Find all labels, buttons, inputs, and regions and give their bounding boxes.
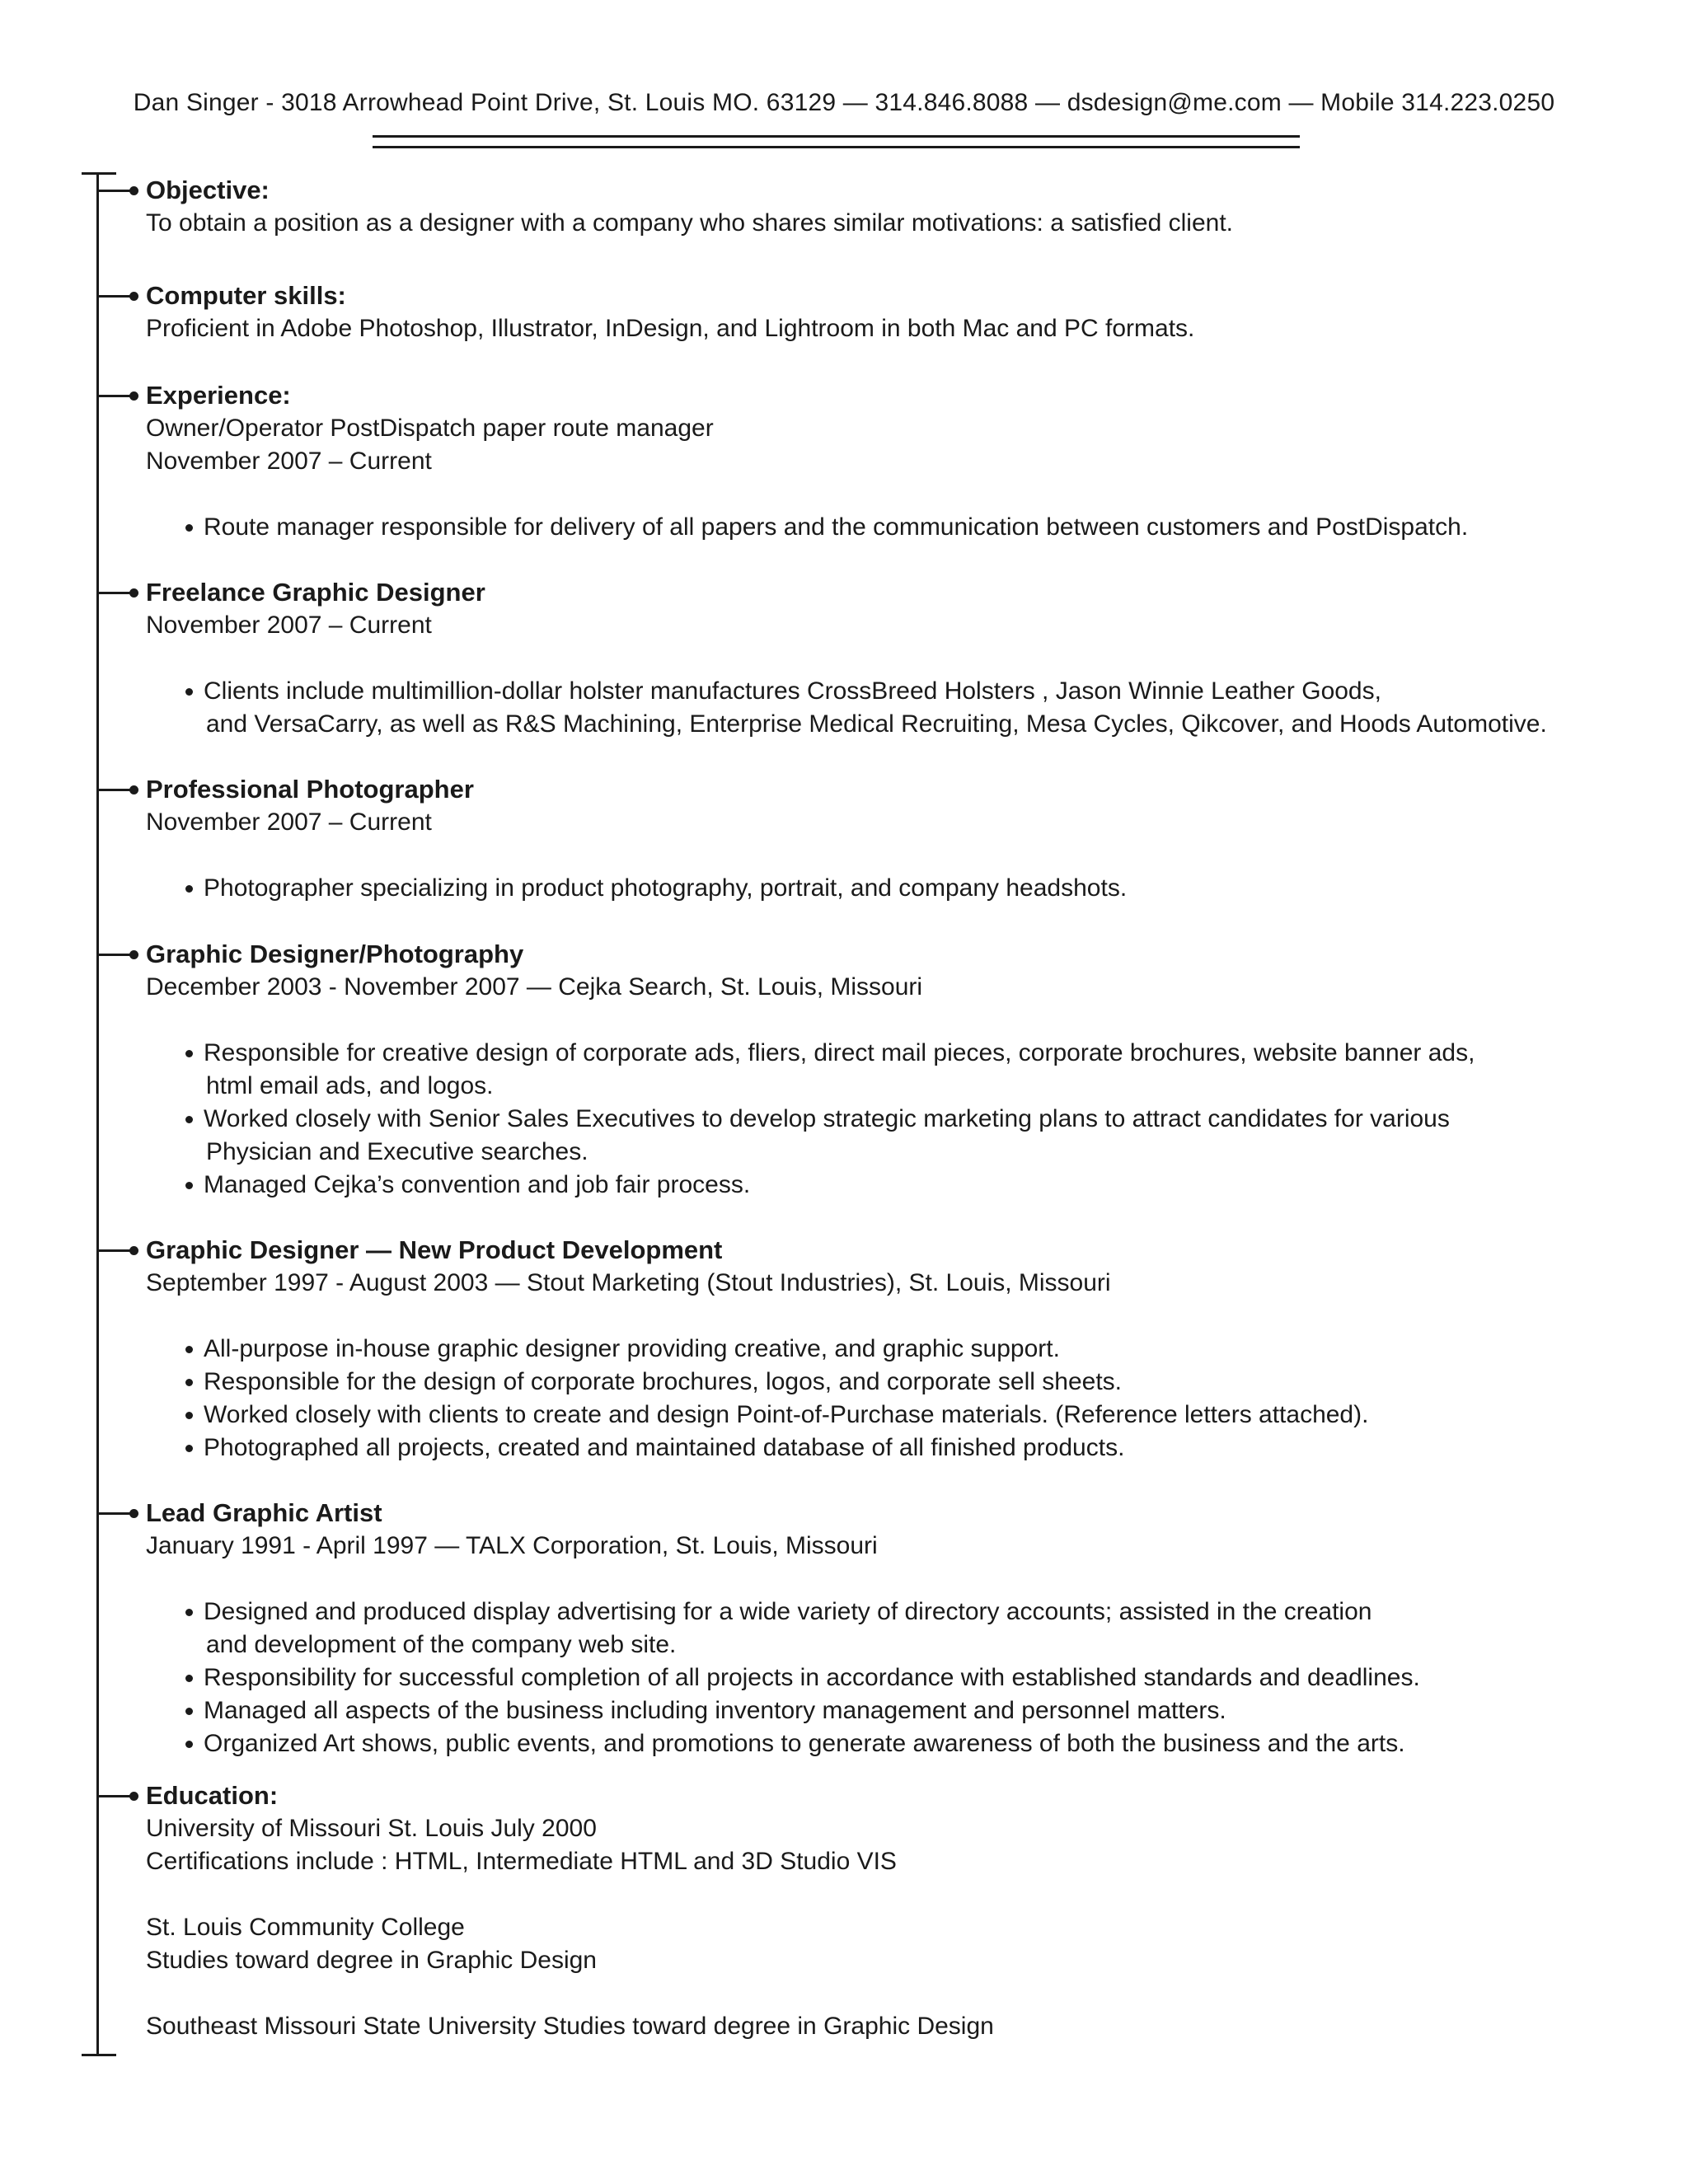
education-stlcc-study: Studies toward degree in Graphic Design (146, 1947, 597, 1974)
bullet-item (146, 1727, 1646, 1760)
job-dates: November 2007 – Current (146, 612, 432, 639)
education-umsl: University of Missouri St. Louis July 2000 (146, 1815, 597, 1842)
bullet-item (146, 1432, 1646, 1465)
bullet-item (146, 1694, 1646, 1727)
job-dates: December 2003 - November 2007 — Cejka Search, St. Louis, Missouri (146, 973, 923, 1001)
bullet-item (146, 511, 1646, 544)
bullet-item (146, 1661, 1646, 1694)
bullet-dot (185, 1412, 193, 1419)
bullet-text-continued: and development of the company web site. (206, 1631, 677, 1658)
bullet-dot (185, 1116, 193, 1123)
bullet-text-continued: and VersaCarry, as well as R&S Machining, Enterprise Medical Recruiting, Mesa Cycles, Qikcover, and Hoods Automotive. (206, 710, 1547, 738)
bullet-item (146, 872, 1646, 905)
section-title: Computer skills: (146, 281, 346, 310)
objective-section (146, 174, 1646, 240)
timeline-tick (99, 1512, 134, 1515)
timeline-dot (129, 950, 138, 959)
timeline-dot (129, 391, 138, 401)
timeline-tick (99, 190, 134, 192)
education-stlcc: St. Louis Community College (146, 1914, 465, 1941)
timeline-tick (99, 954, 134, 956)
timeline-dot (129, 1246, 138, 1255)
bullet-dot (185, 885, 193, 893)
bullet-dot (185, 1182, 193, 1189)
bullet-dot (185, 1708, 193, 1715)
bullet-text: Organized Art shows, public events, and promotions to generate awareness of both the business and the arts. (204, 1730, 1405, 1757)
bullet-text: Responsible for the design of corporate brochures, logos, and corporate sell sheets. (204, 1368, 1122, 1395)
timeline-dot (129, 1509, 138, 1518)
bullet-dot (185, 688, 193, 696)
timeline-line (96, 172, 99, 2056)
bullet-text: Clients include multimillion-dollar holster manufactures CrossBreed Holsters , Jason Winnie Leather Goods, (204, 677, 1381, 705)
bullet-text-continued: html email ads, and logos. (206, 1072, 494, 1099)
bullet-item (146, 675, 1646, 741)
bullet-dot (185, 1675, 193, 1682)
header-rule-top (373, 135, 1300, 138)
timeline-dot (129, 1792, 138, 1801)
bullet-item (146, 1103, 1646, 1169)
bullet-list (146, 1333, 1646, 1465)
experience-section (146, 379, 1646, 544)
section-title: Experience: (146, 381, 291, 410)
education-semo: Southeast Missouri State University Studies toward degree in Graphic Design (146, 2013, 994, 2040)
cejka-section (146, 938, 1646, 1202)
timeline-dot (129, 186, 138, 195)
timeline-tick (99, 295, 134, 298)
photographer-section (146, 773, 1646, 905)
timeline-cap-bottom (82, 2054, 116, 2056)
job-title: Graphic Designer/Photography (146, 940, 524, 968)
bullet-text: Worked closely with clients to create and design Point-of-Purchase materials. (Reference letters attached). (204, 1401, 1369, 1428)
bullet-item (146, 1333, 1646, 1366)
contact-line: Dan Singer - 3018 Arrowhead Point Drive, St. Louis MO. 63129 — 314.846.8088 — dsdesign@me.com — Mobile 314.223.0250 (133, 89, 1555, 116)
skills-section (146, 279, 1646, 345)
bullet-item (146, 1399, 1646, 1432)
bullet-text: Route manager responsible for delivery of all papers and the communication between customers and PostDispatch. (204, 513, 1469, 541)
timeline-tick (99, 395, 134, 397)
skills-text: Proficient in Adobe Photoshop, Illustrator, InDesign, and Lightroom in both Mac and PC formats. (146, 315, 1195, 342)
job-title: Freelance Graphic Designer (146, 578, 485, 607)
job-title: Professional Photographer (146, 775, 474, 804)
timeline-dot (129, 292, 138, 301)
bullet-text: Designed and produced display advertising for a wide variety of directory accounts; assisted in the creation (204, 1598, 1372, 1625)
bullet-text: Responsibility for successful completion of all projects in accordance with established standards and deadlines. (204, 1664, 1420, 1691)
bullet-item (146, 1366, 1646, 1399)
job-dates: January 1991 - April 1997 — TALX Corporation, St. Louis, Missouri (146, 1532, 878, 1559)
education-certs: Certifications include : HTML, Intermediate HTML and 3D Studio VIS (146, 1848, 897, 1875)
bullet-dot (185, 1346, 193, 1353)
timeline-tick (99, 789, 134, 791)
timeline-tick (99, 1795, 134, 1797)
talx-section (146, 1497, 1646, 1760)
bullet-item (146, 1169, 1646, 1202)
job-dates: September 1997 - August 2003 — Stout Marketing (Stout Industries), St. Louis, Missouri (146, 1269, 1111, 1296)
job-dates: November 2007 – Current (146, 808, 432, 836)
bullet-dot (185, 1050, 193, 1057)
bullet-text: Photographed all projects, created and maintained database of all finished products. (204, 1434, 1125, 1461)
bullet-text: Worked closely with Senior Sales Executives to develop strategic marketing plans to attract candidates for various (204, 1105, 1450, 1132)
job-title: Lead Graphic Artist (146, 1498, 382, 1527)
bullet-dot (185, 1741, 193, 1748)
timeline-dot (129, 785, 138, 794)
bullet-dot (185, 1445, 193, 1452)
timeline-cap-top (82, 172, 116, 175)
timeline-tick (99, 1249, 134, 1252)
job-title: Graphic Designer — New Product Development (146, 1235, 723, 1264)
bullet-item (146, 1037, 1646, 1103)
timeline-tick (99, 592, 134, 594)
bullet-dot (185, 1379, 193, 1386)
bullet-list (146, 675, 1646, 741)
bullet-text: Managed Cejka’s convention and job fair process. (204, 1171, 751, 1198)
bullet-text: Photographer specializing in product photography, portrait, and company headshots. (204, 874, 1128, 902)
job-dates: November 2007 – Current (146, 448, 432, 475)
timeline-dot (129, 588, 138, 598)
bullet-list (146, 511, 1646, 544)
bullet-dot (185, 524, 193, 532)
job-role: Owner/Operator PostDispatch paper route manager (146, 415, 714, 442)
education-section (146, 1779, 1646, 2043)
bullet-list (146, 1596, 1646, 1760)
bullet-text: Responsible for creative design of corporate ads, fliers, direct mail pieces, corporate brochures, website banner ads, (204, 1039, 1475, 1066)
objective-text: To obtain a position as a designer with a company who shares similar motivations: a satisfied client. (146, 209, 1233, 237)
bullet-text: All-purpose in-house graphic designer providing creative, and graphic support. (204, 1335, 1060, 1362)
bullet-dot (185, 1609, 193, 1616)
section-title: Objective: (146, 176, 270, 204)
bullet-item (146, 1596, 1646, 1661)
bullet-text-continued: Physician and Executive searches. (206, 1138, 588, 1165)
bullet-list (146, 872, 1646, 905)
freelance-section (146, 576, 1646, 741)
bullet-text: Managed all aspects of the business including inventory management and personnel matters. (204, 1697, 1226, 1724)
section-title: Education: (146, 1781, 279, 1810)
stout-section (146, 1234, 1646, 1465)
bullet-list (146, 1037, 1646, 1202)
header-rule-bottom (373, 146, 1300, 148)
